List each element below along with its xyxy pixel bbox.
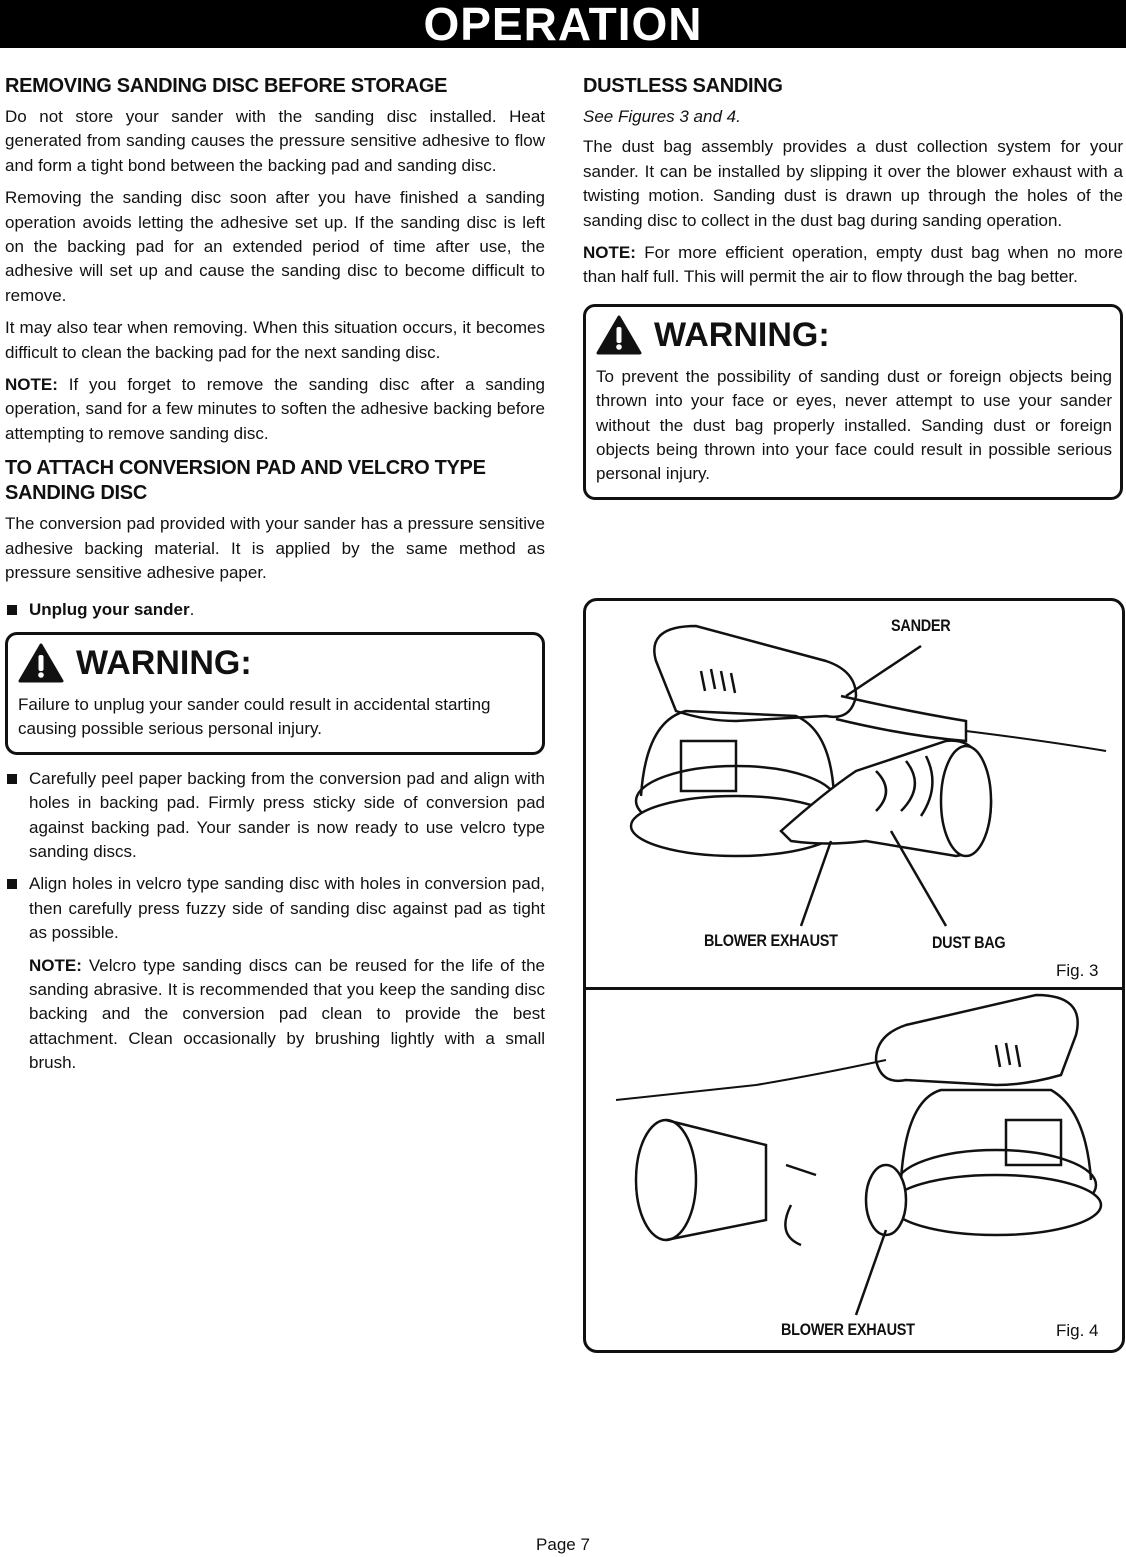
figure-reference: See Figures 3 and 4. bbox=[583, 107, 741, 126]
paragraph: The dust bag assembly provides a dust collection system for your sander. It can be installed by slipping it over the blower exhaust with a twisting motion. Sanding dust is drawn up through the holes of the sanding disc to collect in the dust bag during sanding operation. bbox=[583, 137, 1123, 230]
warning-title: WARNING: bbox=[76, 643, 252, 682]
paragraph: The conversion pad provided with your sander has a pressure sensitive adhesive backing material. It is applied by the same method as pressure sensitive adhesive paper. bbox=[5, 514, 545, 583]
section-heading-removing-disc: REMOVING SANDING DISC BEFORE STORAGE bbox=[5, 75, 448, 97]
warning-box bbox=[583, 304, 1123, 500]
figure-4-sander-illustration bbox=[586, 990, 1122, 1350]
warning-triangle-icon bbox=[18, 643, 64, 683]
warning-triangle-icon bbox=[596, 315, 642, 355]
bullet-text: Carefully peel paper backing from the conversion pad and align with holes in backing pad. Firmly press sticky side of conversion pad against backing pad. Your sander is now ready to use velcro type sanding discs. bbox=[29, 768, 545, 861]
paragraph: Removing the sanding disc soon after you have finished a sanding operation avoids letting the adhesive set up. If the sanding disc is left on the backing pad for an extended period of time after use, the adhesive will set up and cause the sanding disc to become difficult to remove. bbox=[5, 188, 545, 305]
label-dust-bag: DUST BAG bbox=[932, 933, 1006, 952]
bullet-bold: Unplug your sander bbox=[29, 599, 190, 619]
paragraph: It may also tear when removing. When this situation occurs, it becomes difficult to clean the backing pad for the next sanding disc. bbox=[5, 318, 545, 362]
label-blower-exhaust: BLOWER EXHAUST bbox=[704, 931, 838, 950]
figures-box bbox=[583, 598, 1125, 1353]
bullet-text: Align holes in velcro type sanding disc with holes in conversion pad, then carefully press fuzzy side of sanding disc against pad as tight as possible. bbox=[29, 874, 545, 943]
label-sander: SANDER bbox=[891, 616, 951, 635]
note bbox=[29, 954, 545, 1076]
section-heading-conversion-pad: TO ATTACH CONVERSION PAD AND VELCRO TYPE SANDING DISC bbox=[5, 457, 486, 505]
bullet-square-icon bbox=[7, 774, 17, 784]
note-text: Velcro type sanding discs can be reused for the life of the sanding abrasive. It is recommended that you keep the sanding disc backing and the conversion pad clean to provide the best attachment. Clean occasionally by brushing lightly with a small brush. bbox=[29, 955, 545, 1073]
warning-text: Failure to unplug your sander could result in accidental starting causing possible serious personal injury. bbox=[18, 694, 491, 739]
left-column bbox=[5, 74, 545, 1084]
bullet-item bbox=[5, 598, 545, 622]
label-blower-exhaust: BLOWER EXHAUST bbox=[781, 1320, 915, 1339]
bullet-item bbox=[5, 872, 545, 945]
figure-3-sander-illustration bbox=[586, 601, 1122, 987]
section-heading-dustless-sanding: DUSTLESS SANDING bbox=[583, 75, 783, 97]
note bbox=[5, 373, 545, 446]
right-column bbox=[583, 74, 1123, 512]
page-header: OPERATION bbox=[0, 0, 1126, 48]
bullet-square-icon bbox=[7, 605, 17, 615]
note-label: NOTE: bbox=[583, 243, 636, 263]
figure-4-caption: Fig. 4 bbox=[1056, 1321, 1099, 1340]
bullet-item bbox=[5, 767, 545, 865]
note-label: NOTE: bbox=[5, 375, 58, 395]
bullet-square-icon bbox=[7, 879, 17, 889]
warning-box bbox=[5, 632, 545, 755]
note bbox=[583, 241, 1123, 290]
note-text: For more efficient operation, empty dust bag when no more than half full. This will permit the air to flow through the bag better. bbox=[583, 243, 1123, 287]
note-text: If you forget to remove the sanding disc after a sanding operation, sand for a few minutes to soften the adhesive backing before attempting to remove sanding disc. bbox=[5, 375, 545, 443]
paragraph: Do not store your sander with the sanding disc installed. Heat generated from sanding causes the pressure sensitive adhesive to flow and form a tight bond between the backing pad and sanding disc. bbox=[5, 107, 545, 175]
page-number: Page 7 bbox=[536, 1535, 590, 1554]
warning-text: To prevent the possibility of sanding dust or foreign objects being thrown into your face or eyes, never attempt to use your sander without the dust bag properly installed. Sanding dust or foreign objects being thrown into your face could result in possible serious personal injury. bbox=[596, 366, 1112, 484]
bullet-end: . bbox=[189, 599, 195, 619]
warning-title: WARNING: bbox=[654, 315, 830, 354]
note-label: NOTE: bbox=[29, 955, 82, 975]
figure-3-caption: Fig. 3 bbox=[1056, 961, 1099, 980]
